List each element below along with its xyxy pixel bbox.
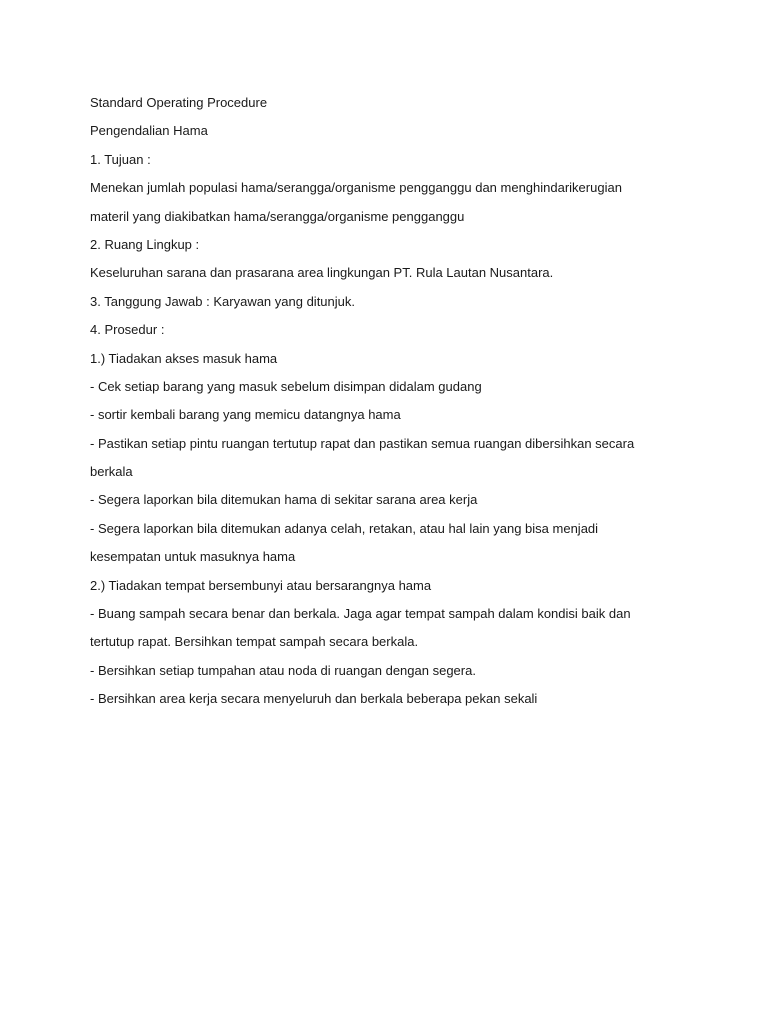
- section-heading-prosedur: 4. Prosedur :: [90, 322, 165, 338]
- list-item: - Segera laporkan bila ditemukan hama di sekitar sarana area kerja: [90, 492, 478, 508]
- section-heading-ruang-lingkup: 2. Ruang Lingkup :: [90, 236, 200, 252]
- list-item: - Bersihkan area kerja secara menyeluruh dan berkala beberapa pekan sekali: [90, 691, 538, 707]
- document-title: Standard Operating Procedure: [90, 95, 268, 110]
- list-item: - Cek setiap barang yang masuk sebelum disimpan didalam gudang: [90, 378, 482, 394]
- list-item: - Pastikan setiap pintu ruangan tertutup rapat dan pastikan semua ruangan dibersihkan secara: [90, 435, 635, 451]
- paragraph-line: Keseluruhan sarana dan prasarana area lingkungan PT. Rula Lautan Nusantara.: [90, 265, 554, 281]
- list-item-continuation: tertutup rapat. Bersihkan tempat sampah secara berkala.: [90, 634, 419, 650]
- paragraph-line: Menekan jumlah populasi hama/serangga/organisme pengganggu dan menghindarikerugian: [90, 180, 622, 196]
- list-item-continuation: kesempatan untuk masuknya hama: [90, 549, 296, 565]
- subsection-heading: 2.) Tiadakan tempat bersembunyi atau bersarangnya hama: [90, 577, 432, 593]
- list-item: - Bersihkan setiap tumpahan atau noda di ruangan dengan segera.: [90, 662, 476, 678]
- section-heading-tujuan: 1. Tujuan :: [90, 151, 151, 167]
- paragraph-line: materil yang diakibatkan hama/serangga/organisme pengganggu: [90, 208, 465, 224]
- document-body: [90, 89, 700, 714]
- document-subtitle: Pengendalian Hama: [90, 123, 208, 139]
- list-item: - Buang sampah secara benar dan berkala. Jaga agar tempat sampah dalam kondisi baik dan: [90, 606, 631, 622]
- subsection-heading: 1.) Tiadakan akses masuk hama: [90, 350, 278, 366]
- list-item: - Segera laporkan bila ditemukan adanya celah, retakan, atau hal lain yang bisa menjadi: [90, 520, 599, 536]
- section-heading-tanggung-jawab: 3. Tanggung Jawab : Karyawan yang ditunjuk.: [90, 293, 355, 309]
- list-item: - sortir kembali barang yang memicu datangnya hama: [90, 407, 401, 423]
- list-item-continuation: berkala: [90, 464, 133, 480]
